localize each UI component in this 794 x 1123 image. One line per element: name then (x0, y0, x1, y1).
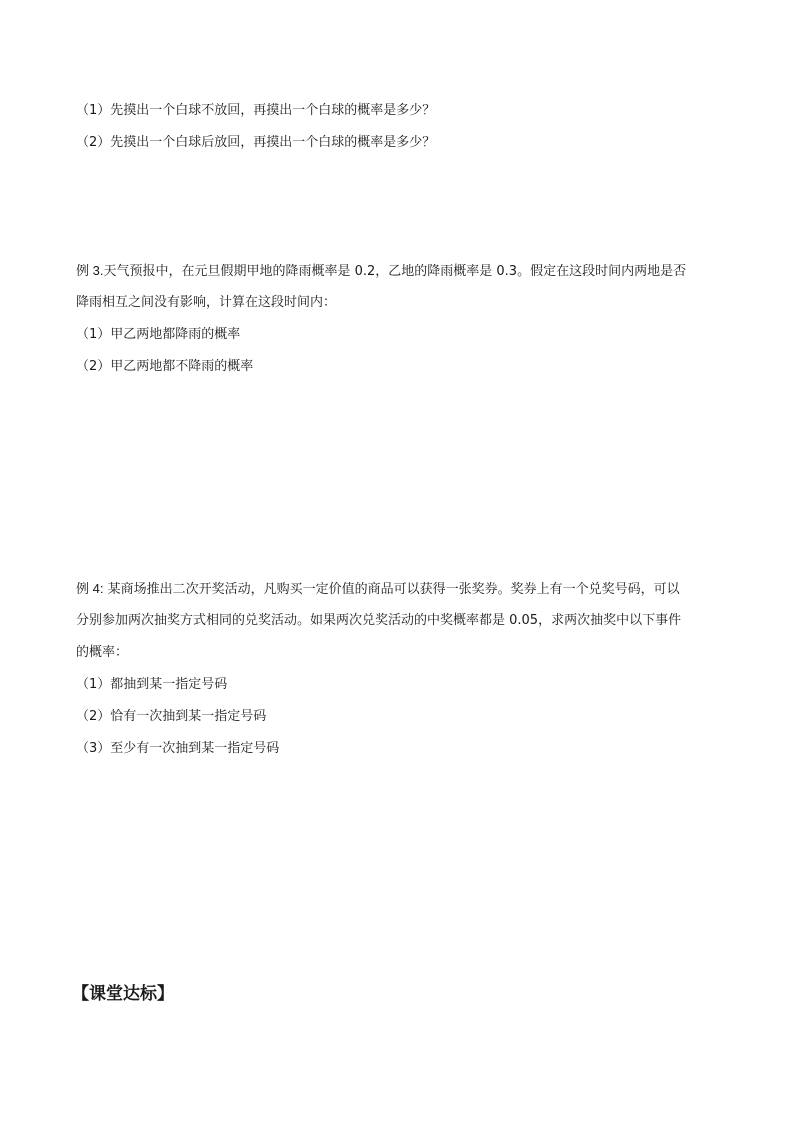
example-4-item-1: （1）都抽到某一指定号码 (76, 677, 228, 692)
example-4-item-3: （3）至少有一次抽到某一指定号码 (76, 741, 280, 756)
example-3-text-1: 天气预报中，在元旦假期甲地的降雨概率是 0.2，乙地的降雨概率是 0.3。假定在这段时间内两地是否 (103, 264, 687, 279)
question-item-1: （1）先摸出一个白球不放回，再摸出一个白球的概率是多少？ (76, 103, 436, 118)
example-4-line-2: 分别参加两次抽奖方式相同的兑奖活动。如果两次兑奖活动的中奖概率都是 0.05，求两次抽奖中以下事件 (76, 613, 682, 628)
example-3-item-2: （2）甲乙两地都不降雨的概率 (76, 359, 254, 374)
example-4-item-2: （2）恰有一次抽到某一指定号码 (76, 709, 267, 724)
example-3-label: 例 3. (76, 263, 104, 278)
example-4-label: 例 4: (76, 581, 104, 596)
example-3-item-1: （1）甲乙两地都降雨的概率 (76, 327, 241, 342)
example-3-line-1 (76, 262, 686, 281)
example-4-line-1 (76, 580, 680, 599)
example-4-text-1: 某商场推出二次开奖活动，凡购买一定价值的商品可以获得一张奖券。奖券上有一个兑奖号码，可以 (103, 582, 680, 597)
section-heading: 【课堂达标】 (72, 984, 174, 1004)
example-3-line-2: 降雨相互之间没有影响，计算在这段时间内： (76, 295, 337, 310)
example-4-line-3: 的概率： (76, 645, 129, 660)
question-item-2: （2）先摸出一个白球后放回，再摸出一个白球的概率是多少？ (76, 135, 436, 150)
